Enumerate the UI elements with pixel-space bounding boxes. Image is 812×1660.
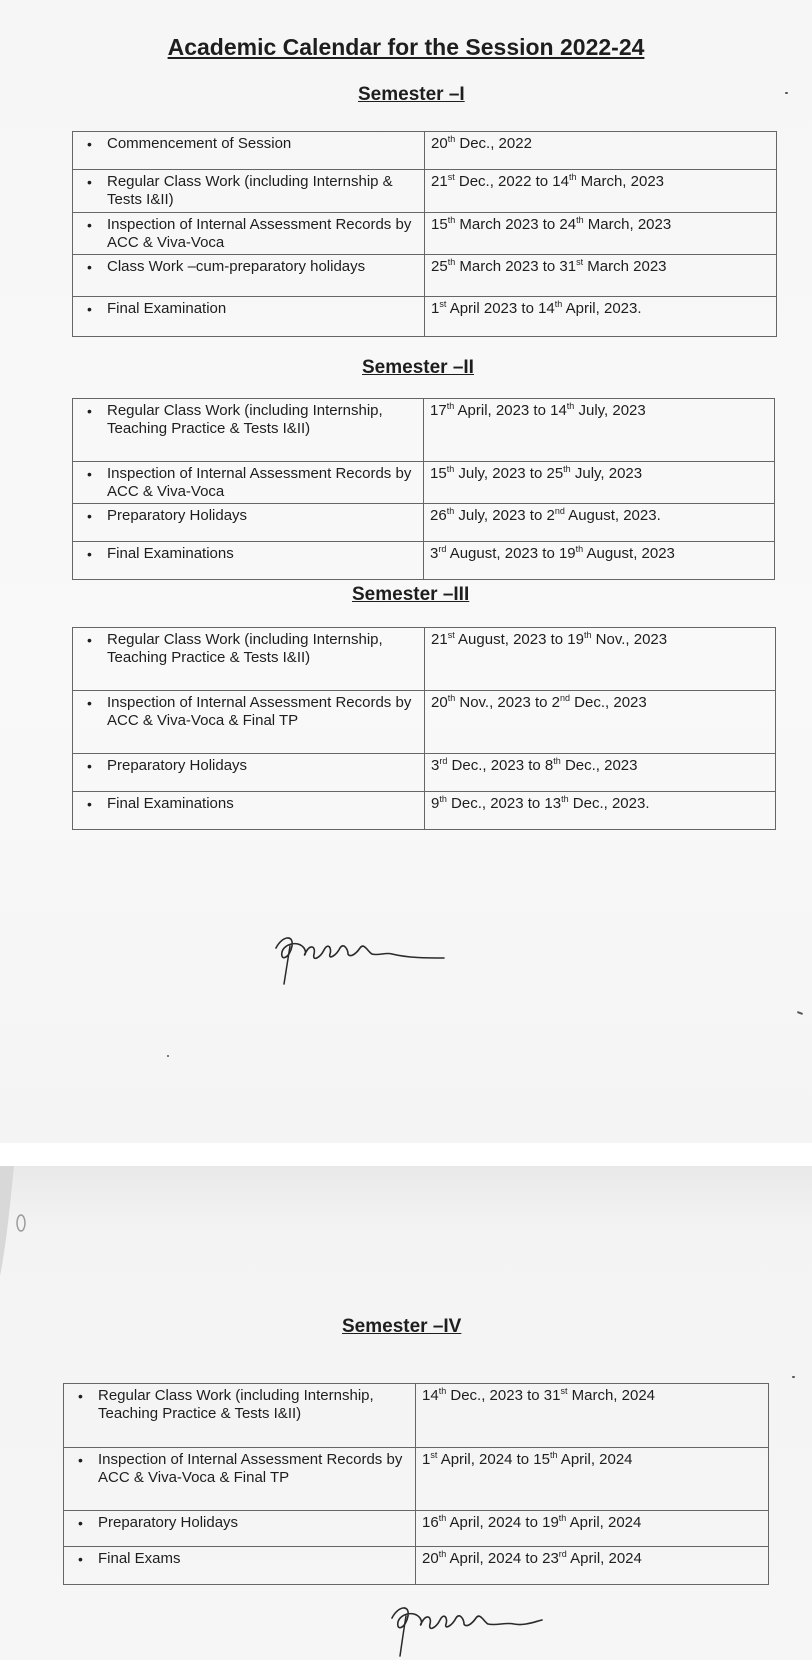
dates-cell: 25th March 2023 to 31st March 2023 [425, 255, 777, 297]
semester-4-heading: Semester –IV [342, 1316, 462, 1337]
table-row [73, 792, 776, 830]
dates-cell: 14th Dec., 2023 to 31st March, 2024 [416, 1384, 769, 1448]
event-cell: • Preparatory Holidays [64, 1511, 416, 1547]
table-row [73, 754, 776, 792]
scan-speck [785, 92, 788, 94]
dates-cell: 3rd Dec., 2023 to 8th Dec., 2023 [425, 754, 776, 792]
scan-speck [792, 1376, 795, 1378]
signature-image [268, 918, 448, 990]
dates-cell: 15th July, 2023 to 25th July, 2023 [424, 462, 775, 504]
table-row [73, 462, 775, 504]
signature-image [386, 1592, 546, 1660]
dates-cell: 1st April, 2024 to 15th April, 2024 [416, 1448, 769, 1511]
event-cell: • Preparatory Holidays [73, 504, 424, 542]
table-row [73, 255, 777, 297]
table-row [73, 504, 775, 542]
event-cell: • Final Exams [64, 1547, 416, 1585]
semester-3-table [72, 627, 776, 830]
event-cell: • Inspection of Internal Assessment Records by ACC & Viva-Voca & Final TP [73, 691, 425, 754]
scan-speck [167, 1055, 169, 1057]
event-cell: • Inspection of Internal Assessment Records by ACC & Viva-Voca [73, 213, 425, 255]
event-cell: • Final Examination [73, 297, 425, 337]
dates-cell: 20th Dec., 2022 [425, 132, 777, 170]
dates-cell: 1st April 2023 to 14th April, 2023. [425, 297, 777, 337]
document-page-2 [0, 1166, 812, 1660]
dates-cell: 3rd August, 2023 to 19th August, 2023 [424, 542, 775, 580]
event-cell: • Regular Class Work (including Internship, Teaching Practice & Tests I&II) [73, 628, 425, 691]
event-cell: • Inspection of Internal Assessment Records by ACC & Viva-Voca [73, 462, 424, 504]
document-title: Academic Calendar for the Session 2022-24 [167, 34, 645, 60]
event-cell: • Inspection of Internal Assessment Records by ACC & Viva-Voca & Final TP [64, 1448, 416, 1511]
dates-cell: 20th Nov., 2023 to 2nd Dec., 2023 [425, 691, 776, 754]
event-cell: • Regular Class Work (including Internship, Teaching Practice & Tests I&II) [64, 1384, 416, 1448]
event-cell: • Class Work –cum-preparatory holidays [73, 255, 425, 297]
table-row [73, 542, 775, 580]
table-row [73, 170, 777, 213]
dates-cell: 16th April, 2024 to 19th April, 2024 [416, 1511, 769, 1547]
dates-cell: 26th July, 2023 to 2nd August, 2023. [424, 504, 775, 542]
table-row [64, 1448, 769, 1511]
event-cell: • Final Examinations [73, 542, 424, 580]
dates-cell: 15th March 2023 to 24th March, 2023 [425, 213, 777, 255]
scan-speck [797, 1011, 803, 1015]
semester-1-table [72, 131, 777, 337]
table-row [73, 399, 775, 462]
dates-cell: 21st August, 2023 to 19th Nov., 2023 [425, 628, 776, 691]
dates-cell: 9th Dec., 2023 to 13th Dec., 2023. [425, 792, 776, 830]
semester-1-heading: Semester –I [358, 84, 465, 105]
page-gap [0, 1143, 812, 1166]
semester-3-heading: Semester –III [352, 584, 470, 605]
semester-2-table [72, 398, 775, 580]
event-cell: • Regular Class Work (including Internship & Tests I&II) [73, 170, 425, 213]
event-cell: • Regular Class Work (including Internship, Teaching Practice & Tests I&II) [73, 399, 424, 462]
scan-mark [14, 1212, 28, 1234]
table-row [73, 628, 776, 691]
table-row [73, 132, 777, 170]
table-row [64, 1511, 769, 1547]
event-cell: • Final Examinations [73, 792, 425, 830]
dates-cell: 17th April, 2023 to 14th July, 2023 [424, 399, 775, 462]
semester-2-heading: Semester –II [362, 357, 474, 378]
table-row [64, 1384, 769, 1448]
dates-cell: 20th April, 2024 to 23rd April, 2024 [416, 1547, 769, 1585]
dates-cell: 21st Dec., 2022 to 14th March, 2023 [425, 170, 777, 213]
table-row [64, 1547, 769, 1585]
event-cell: • Preparatory Holidays [73, 754, 425, 792]
table-row [73, 297, 777, 337]
table-row [73, 691, 776, 754]
table-row [73, 213, 777, 255]
semester-4-table [63, 1383, 769, 1585]
event-cell: • Commencement of Session [73, 132, 425, 170]
